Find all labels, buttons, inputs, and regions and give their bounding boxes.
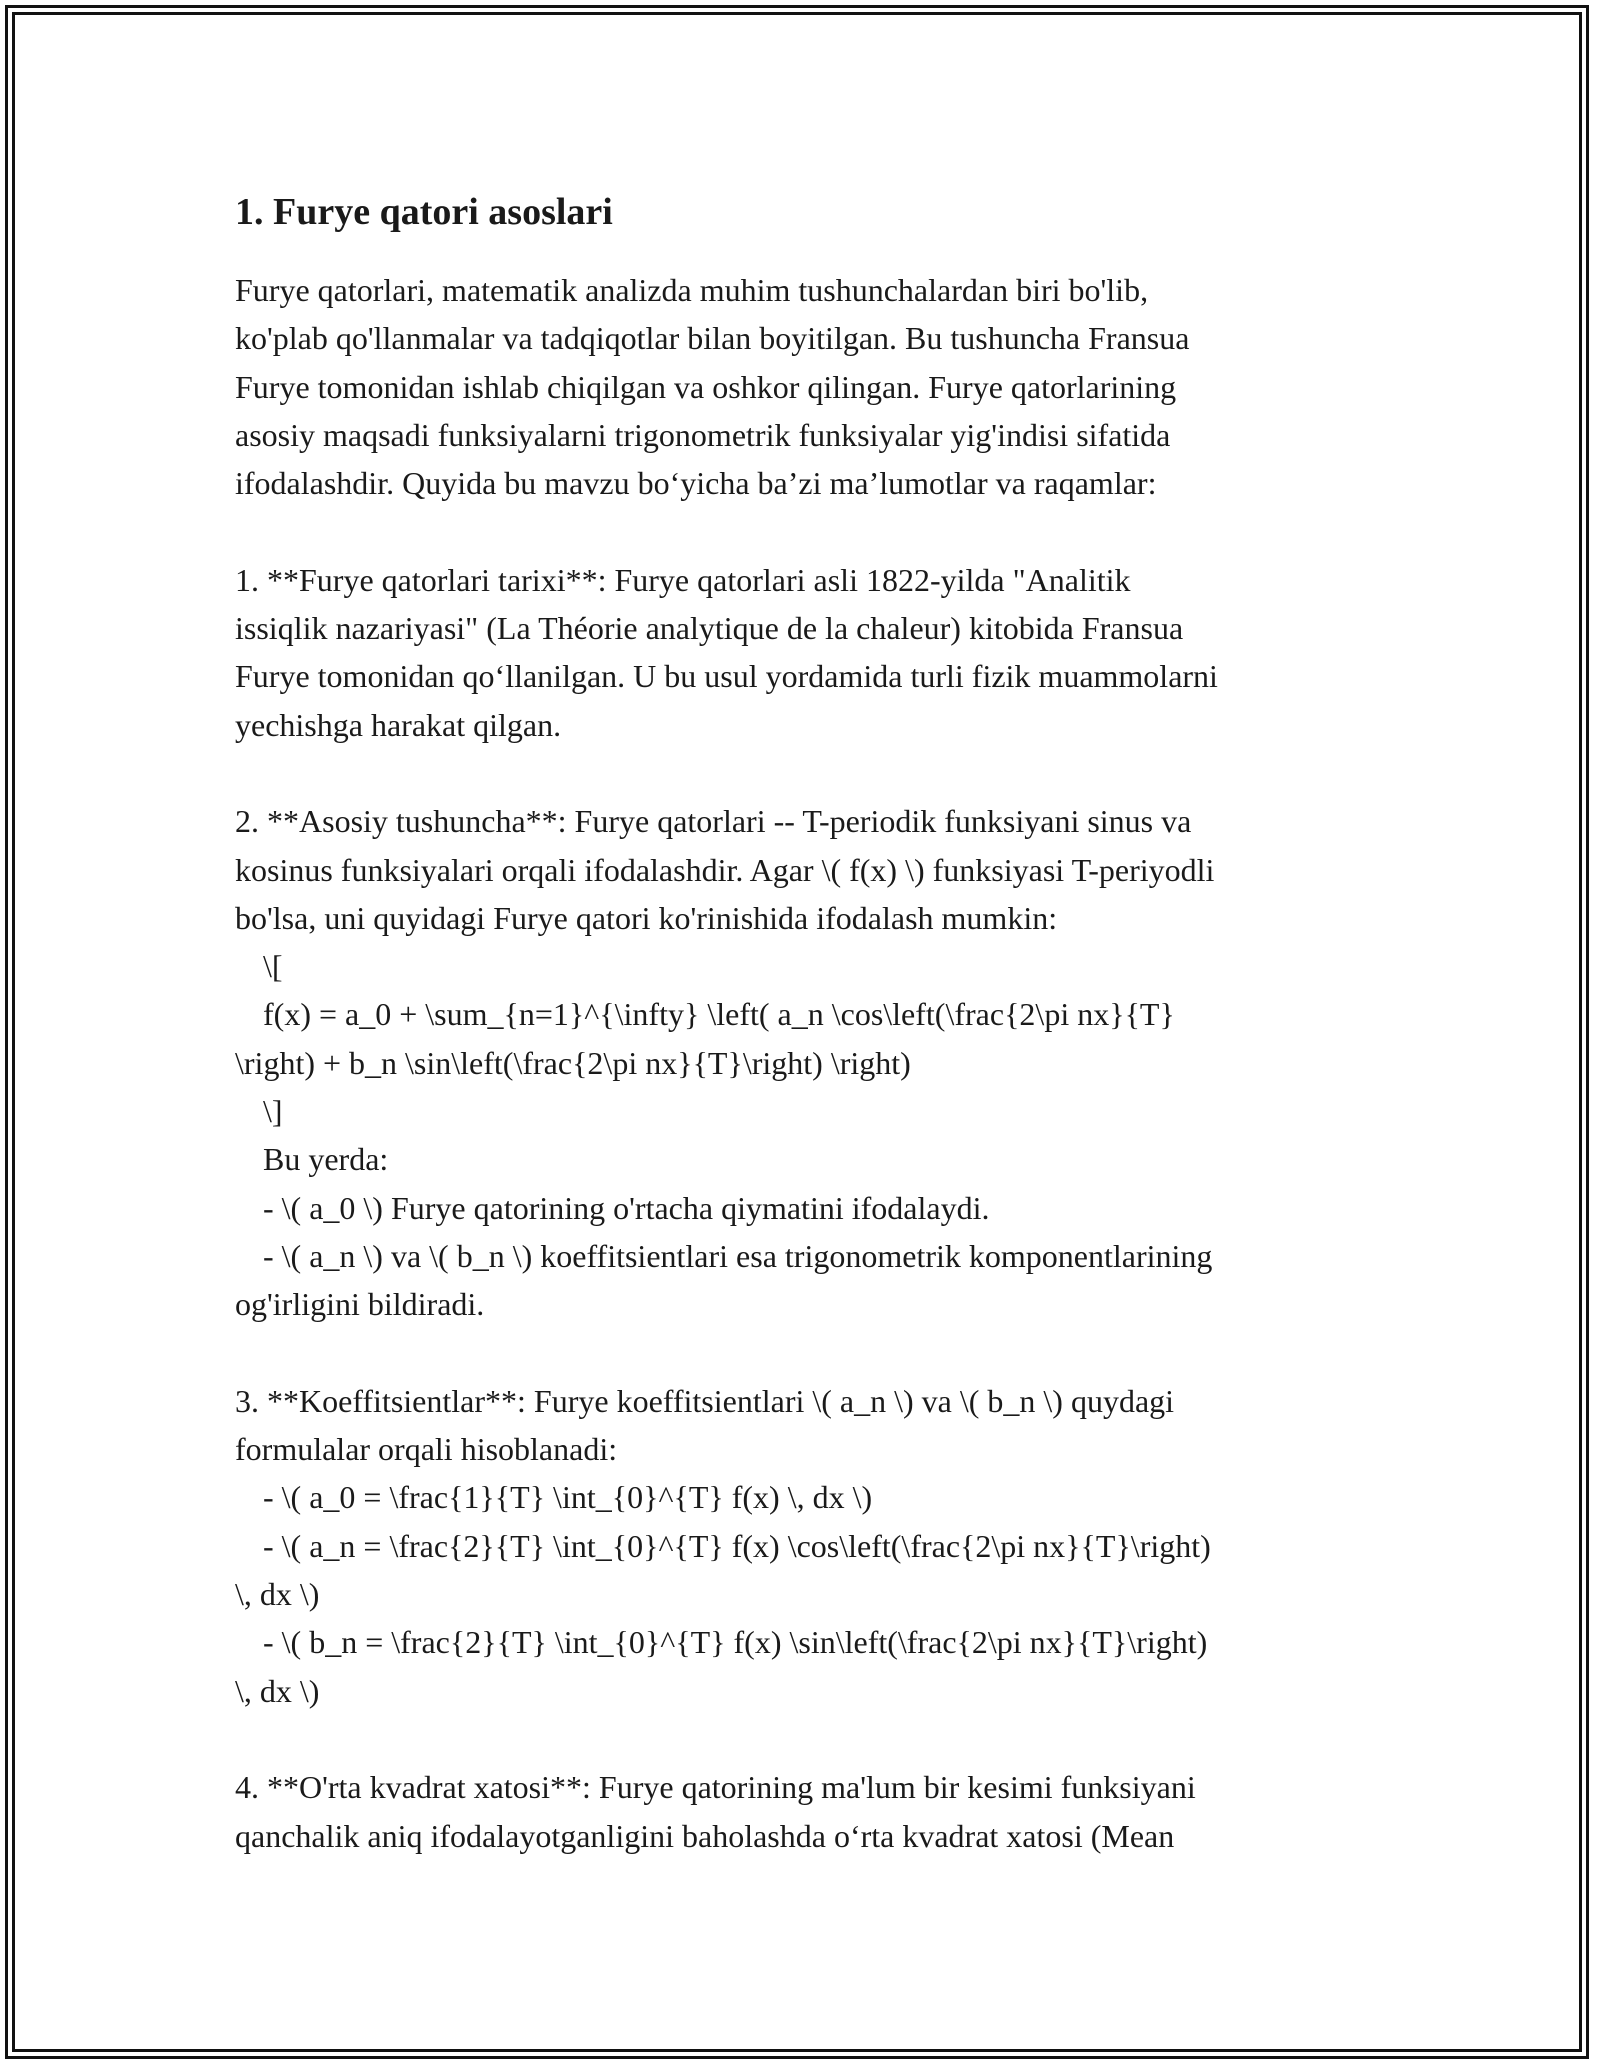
blank-line [235, 507, 1375, 555]
text-line: - \( a_0 \) Furye qatorining o'rtacha qiymatini ifodalaydi. [263, 1189, 990, 1226]
blank-line [235, 1329, 1375, 1377]
intro-paragraph [235, 266, 1375, 507]
formula-line: - \( a_n = \frac{2}{T} \int_{0}^{T} f(x) \cos\left(\frac{2\pi nx}{T}\right) [263, 1527, 1211, 1564]
formula-line: \[ [263, 948, 283, 985]
list-item-coefficients [235, 1377, 1375, 1715]
text-line: Furye tomonidan qo‘llanilgan. U bu usul yordamida turli fizik muammolarni [235, 658, 1218, 695]
text-line: issiqlik nazariyasi" (La Théorie analytique de la chaleur) kitobida Fransua [235, 610, 1184, 647]
text-line: Furye tomonidan ishlab chiqilgan va oshkor qilingan. Furye qatorlarining [235, 368, 1177, 405]
formula-line: f(x) = a_0 + \sum_{n=1}^{\infty} \left( a_n \cos\left(\frac{2\pi nx}{T} [263, 996, 1175, 1033]
formula-line: \right) + b_n \sin\left(\frac{2\pi nx}{T}\right) \right) [235, 1044, 911, 1081]
text-line: yechishga harakat qilgan. [235, 706, 562, 743]
text-line: og'irligini bildiradi. [235, 1286, 485, 1323]
text-line: asosiy maqsadi funksiyalarni trigonometrik funksiyalar yig'indisi sifatida [235, 416, 1171, 453]
formula-line: \] [263, 1093, 283, 1130]
list-item-history [235, 556, 1375, 749]
text-line: 1. **Furye qatorlari tarixi**: Furye qatorlari asli 1822-yilda "Analitik [235, 561, 1131, 598]
formula-line: \, dx \) [235, 1672, 320, 1709]
text-line: Bu yerda: [263, 1141, 389, 1178]
text-line: 3. **Koeffitsientlar**: Furye koeffitsientlari \( a_n \) va \( b_n \) quydagi [235, 1382, 1175, 1419]
text-line: qanchalik aniq ifodalayotganligini baholashda o‘rta kvadrat xatosi (Mean [235, 1817, 1175, 1854]
text-line: - \( a_n \) va \( b_n \) koeffitsientlari esa trigonometrik komponentlarining [263, 1237, 1213, 1274]
formula-line: - \( b_n = \frac{2}{T} \int_{0}^{T} f(x) \sin\left(\frac{2\pi nx}{T}\right) [263, 1624, 1208, 1661]
formula-line: \, dx \) [235, 1576, 320, 1613]
text-line: ifodalashdir. Quyida bu mavzu bo‘yicha ba’zi ma’lumotlar va raqamlar: [235, 465, 1157, 502]
text-line: kosinus funksiyalari orqali ifodalashdir. Agar \( f(x) \) funksiyasi T-periyodli [235, 851, 1215, 888]
text-line: Furye qatorlari, matematik analizda muhim tushunchalardan biri bo'lib, [235, 272, 1149, 308]
text-line: 2. **Asosiy tushuncha**: Furye qatorlari -- T-periodik funksiyani sinus va [235, 803, 1192, 840]
list-item-mean-square-error [235, 1763, 1375, 1860]
blank-line [235, 749, 1375, 797]
list-item-basic-concept [235, 797, 1375, 1328]
text-line: ko'plab qo'llanmalar va tadqiqotlar bilan boyitilgan. Bu tushuncha Fransua [235, 320, 1190, 357]
text-line: bo'lsa, uni quyidagi Furye qatori ko'rinishida ifodalash mumkin: [235, 899, 1058, 936]
text-line: 4. **O'rta kvadrat xatosi**: Furye qatorining ma'lum bir kesimi funksiyani [235, 1769, 1196, 1806]
blank-line [235, 1715, 1375, 1763]
section-heading: 1. Furye qatori asoslari [235, 191, 613, 233]
text-line: formulalar orqali hisoblanadi: [235, 1431, 618, 1468]
formula-line: - \( a_0 = \frac{1}{T} \int_{0}^{T} f(x) \, dx \) [263, 1479, 873, 1516]
document-body [235, 188, 1375, 1860]
